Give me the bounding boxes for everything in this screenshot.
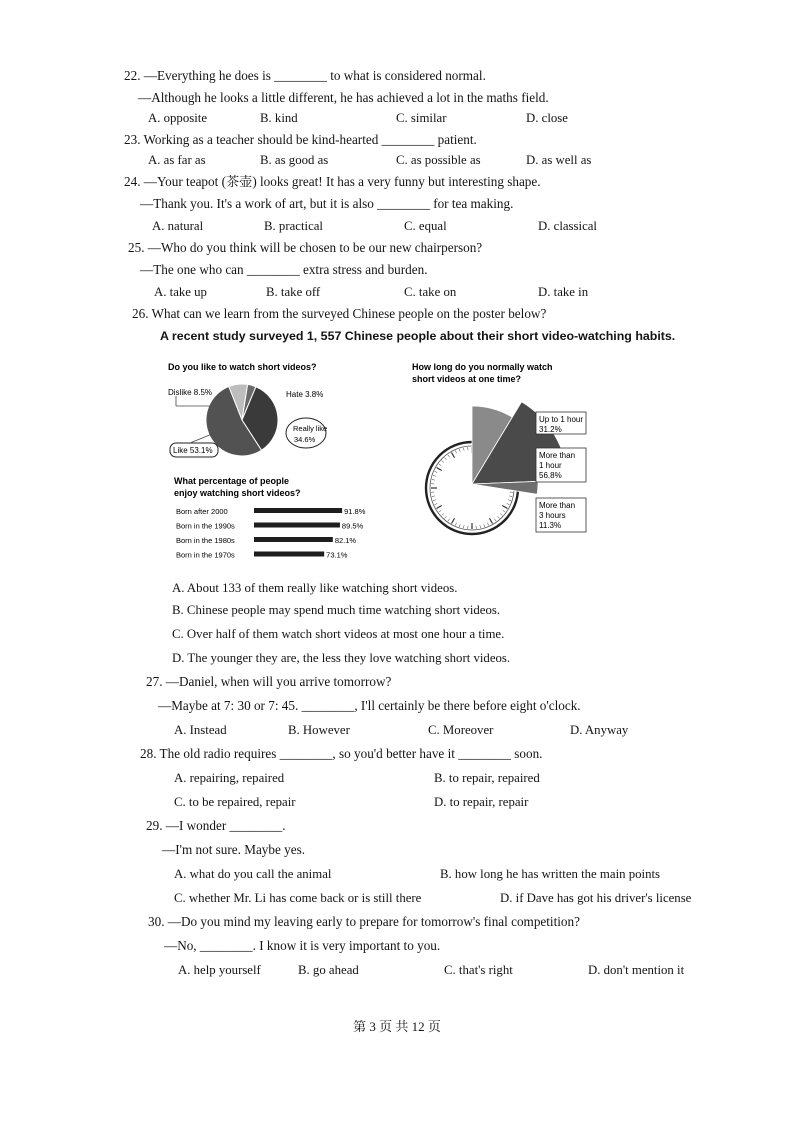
- q22-option-b[interactable]: B. kind: [260, 111, 298, 125]
- q24-option-b[interactable]: B. practical: [264, 219, 323, 233]
- bar-category-label: Born after 2000: [176, 507, 228, 516]
- q22-line1: 22. —Everything he does is ________ to what is considered normal.: [124, 68, 486, 83]
- time-label-text: 11.3%: [539, 521, 562, 530]
- bar-value-label: 82.1%: [334, 536, 357, 545]
- q27-option-d[interactable]: D. Anyway: [570, 723, 629, 737]
- q28-option-a[interactable]: A. repairing, repaired: [174, 771, 285, 785]
- q25-option-a[interactable]: A. take up: [154, 285, 207, 299]
- q27-option-a[interactable]: A. Instead: [174, 723, 227, 737]
- pie-label-really-like-value: 34.6%: [294, 435, 316, 444]
- q30-option-a[interactable]: A. help yourself: [178, 963, 261, 977]
- q22-option-d[interactable]: D. close: [526, 111, 568, 125]
- survey-poster: [160, 352, 602, 572]
- bar-category-label: Born in the 1980s: [176, 536, 235, 545]
- q29-option-a[interactable]: A. what do you call the animal: [174, 867, 332, 881]
- chart2-title-line2: enjoy watching short videos?: [174, 488, 301, 498]
- chart1-title: Do you like to watch short videos?: [168, 362, 317, 372]
- q28-line1: 28. The old radio requires ________, so you'd better have it ________ soon.: [140, 746, 543, 761]
- pie-label-really-like-text: Really like: [293, 424, 328, 433]
- q23-option-c[interactable]: C. as possible as: [396, 153, 481, 167]
- pie-label-like: Like 53.1%: [173, 446, 213, 455]
- bar-category-label: Born in the 1970s: [176, 550, 235, 560]
- bar: [254, 523, 340, 528]
- q26-option-c[interactable]: C. Over half of them watch short videos at most one hour a time.: [172, 627, 505, 641]
- q30-option-d[interactable]: D. don't mention it: [588, 963, 685, 977]
- q26-option-d[interactable]: D. The younger they are, the less they love watching short videos.: [172, 651, 511, 665]
- q29-option-b[interactable]: B. how long he has written the main points: [440, 867, 661, 881]
- chart3-title-line1: How long do you normally watch: [412, 362, 553, 372]
- pie-label-dislike: Dislike 8.5%: [168, 388, 213, 397]
- time-label-text: More than: [539, 451, 576, 460]
- time-label-text: 1 hour: [539, 461, 562, 470]
- q26-option-a[interactable]: A. About 133 of them really like watching short videos.: [172, 581, 458, 595]
- bar-value-label: 89.5%: [341, 521, 364, 531]
- q24-line1: 24. —Your teapot (茶壶) looks great! It has a very funny but interesting shape.: [124, 174, 541, 189]
- q27-option-b[interactable]: B. However: [288, 723, 350, 737]
- q26-line1: 26. What can we learn from the surveyed Chinese people on the poster below?: [132, 306, 547, 321]
- q23-option-a[interactable]: A. as far as: [148, 153, 206, 167]
- q25-line1: 25. —Who do you think will be chosen to be our new chairperson?: [128, 240, 483, 255]
- q23-option-d[interactable]: D. as well as: [526, 153, 592, 167]
- q25-option-d[interactable]: D. take in: [538, 285, 589, 299]
- q25-option-b[interactable]: B. take off: [266, 285, 321, 299]
- q27-line1: 27. —Daniel, when will you arrive tomorrow?: [146, 674, 392, 689]
- q24-option-a[interactable]: A. natural: [152, 219, 204, 233]
- q29-option-d[interactable]: D. if Dave has got his driver's license: [500, 891, 692, 905]
- bar-value-label: 73.1%: [326, 550, 348, 560]
- chart2-title-line1: What percentage of people: [174, 476, 290, 486]
- q27-option-c[interactable]: C. Moreover: [428, 723, 494, 737]
- time-label-text: Up to 1 hour: [539, 415, 584, 424]
- bar-value-label: 91.8%: [344, 507, 366, 516]
- bar: [254, 508, 342, 513]
- q24-line2: —Thank you. It's a work of art, but it is also ________ for tea making.: [140, 196, 514, 211]
- q24-option-c[interactable]: C. equal: [404, 219, 447, 233]
- q27-line2: —Maybe at 7: 30 or 7: 45. ________, I'll certainly be there before eight o'clock.: [158, 698, 581, 713]
- bar-category-label: Born in the 1990s: [176, 521, 235, 531]
- q25-option-c[interactable]: C. take on: [404, 285, 457, 299]
- q29-line1: 29. —I wonder ________.: [146, 818, 286, 833]
- time-label-text: 56.8%: [539, 471, 562, 480]
- q22-option-a[interactable]: A. opposite: [148, 111, 208, 125]
- q24-option-d[interactable]: D. classical: [538, 219, 597, 233]
- q28-option-b[interactable]: B. to repair, repaired: [434, 771, 540, 785]
- page-footer: 第 3 页 共 12 页: [353, 1019, 441, 1034]
- q22-option-c[interactable]: C. similar: [396, 111, 447, 125]
- q29-option-c[interactable]: C. whether Mr. Li has come back or is still there: [174, 891, 422, 905]
- pie-label-hate: Hate 3.8%: [286, 390, 324, 399]
- time-label-text: 3 hours: [539, 511, 566, 520]
- time-label-text: More than: [539, 501, 576, 510]
- q30-option-b[interactable]: B. go ahead: [298, 963, 359, 977]
- q25-line2: —The one who can ________ extra stress and burden.: [140, 262, 428, 277]
- q30-line1: 30. —Do you mind my leaving early to prepare for tomorrow's final competition?: [148, 914, 580, 929]
- q26-intro: A recent study surveyed 1, 557 Chinese people about their short video-watching habits.: [160, 329, 676, 343]
- bar: [254, 537, 333, 542]
- q30-option-c[interactable]: C. that's right: [444, 963, 513, 977]
- leader-line: [190, 434, 212, 443]
- bar: [254, 552, 324, 557]
- q29-line2: —I'm not sure. Maybe yes.: [162, 842, 306, 857]
- chart3-title-line2: short videos at one time?: [412, 374, 522, 384]
- q26-option-b[interactable]: B. Chinese people may spend much time watching short videos.: [172, 603, 501, 617]
- q28-option-c[interactable]: C. to be repaired, repair: [174, 795, 296, 809]
- chart3-labels: [536, 412, 586, 532]
- q22-line2: —Although he looks a little different, he has achieved a lot in the maths field.: [138, 90, 549, 105]
- q23-line1: 23. Working as a teacher should be kind-hearted ________ patient.: [124, 132, 477, 147]
- q23-option-b[interactable]: B. as good as: [260, 153, 329, 167]
- chart2-bars: [176, 507, 366, 560]
- time-label-text: 31.2%: [539, 425, 562, 434]
- q30-line2: —No, ________. I know it is very important to you.: [164, 938, 441, 953]
- q28-option-d[interactable]: D. to repair, repair: [434, 795, 529, 809]
